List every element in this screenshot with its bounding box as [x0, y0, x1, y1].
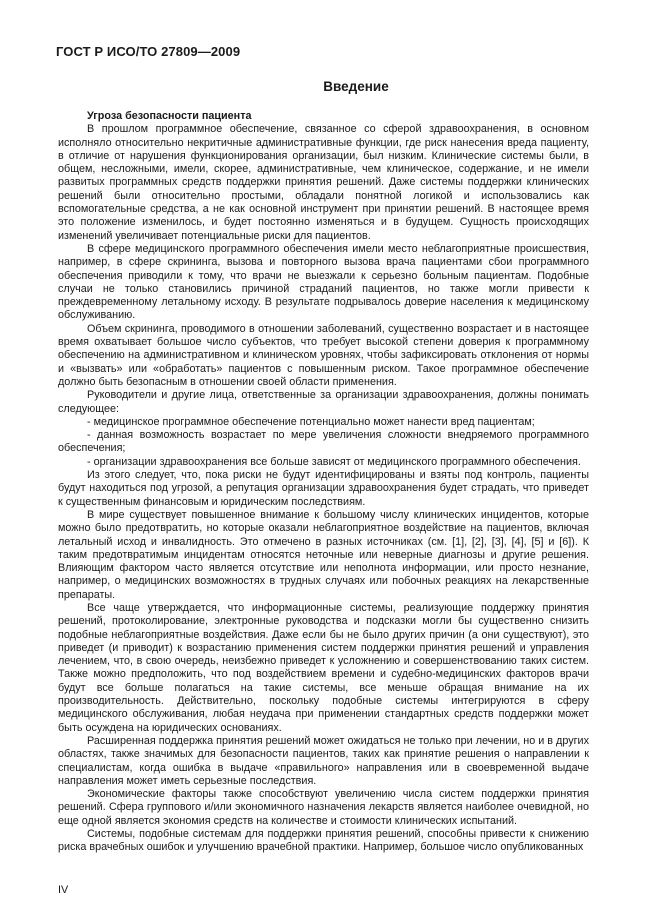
list-item: - медицинское программное обеспечение потенциально может нанести вред пациентам;: [87, 415, 535, 428]
list-item: - организации здравоохранения все больше зависят от медицинского программного обеспечения.: [87, 455, 581, 468]
paragraph: Экономические факторы также способствуют увеличению числа систем поддержки принятия решений. Сфера группового и/или экономичного назначения лекарств является наиболее очевидной, но еще одной является экономия средств на количестве и стоимости клинических испытаний.: [58, 788, 589, 827]
paragraph: Из этого следует, что, пока риски не будут идентифицированы и взяты под контроль, пациенты будут находиться под угрозой, а репутация организации здравоохранения будет страдать, что приведет к существенным финансовым и юридическим последствиям.: [58, 469, 589, 508]
paragraph: Расширенная поддержка принятия решений может ожидаться не только при лечении, но и в других областях, также значимых для безопасности пациентов, таких как принятие решения о направлении к специалистам, когда ошибка в выдаче «правильного» направления или в своевременной выдаче направления может иметь серьезные последствия.: [58, 734, 589, 787]
paragraph: Объем скрининга, проводимого в отношении заболеваний, существенно возрастает и в настоящее время охватывает большое число субъектов, что требует высокой степени доверия к программному обеспечению на административном и клиническом уровнях, чтобы зафиксировать отклонения от нормы и «вызвать» или «обработать» пациентов с повышенным риском. Такое программное обеспечение должно быть безопасным в отношении своей области применения.: [58, 322, 589, 388]
section-title-text: Введение: [323, 79, 389, 94]
document-header: ГОСТ Р ИСО/ТО 27809—2009: [56, 44, 241, 59]
paragraph: В сфере медицинского программного обеспечения имели место неблагоприятные происшествия, например, в сфере скрининга, вызова и повторного вызова врача пациентами сбои программного обеспечения приводили к тому, что врачи не выезжали к серьезно больным пациентам. Подобные случаи не только становились причиной страданий пациентов, но также могли привести к преждевременному летальному исходу. В результате подрывалось доверие населения к медицинскому обслуживанию.: [58, 242, 589, 322]
body-text: [58, 110, 589, 855]
paragraph: В прошлом программное обеспечение, связанное со сферой здравоохранения, в основном исполняло относительно некритичные административные функции, где риск нанесения вреда пациенту, в отличие от нарушения функционирования организации, был низким. Клинические системы были, в общем, несложными, имели, скорее, административные, чем клиническое, содержание, и не имели развитых программных средств поддержки принятия решений. Даже системы поддержки клинических решений были относительно простыми, обладали понятной логикой и использовались как вспомогательные средства, а не как основной инструмент при принятии решений. В настоящее время это положение изменилось, и будет постоянно изменяться и в будущем. Сущность происходящих изменений увеличивает потенциальные риски для пациентов.: [58, 123, 589, 242]
paragraph: Все чаще утверждается, что информационные системы, реализующие поддержку принятия решений, протоколирование, электронные руководства и подсказки могли бы существенно снизить подобные неблагоприятные воздействия. Даже если бы не было других причин (а они существуют), это приведет (и приводит) к возрастанию применения систем поддержки принятия решений и управления лечением, что, в свою очередь, неизбежно приведет к усложнению и совершенствованию таких систем. Также можно предположить, что под воздействием времени и судебно-медицинских факторов врачи будут все больше полагаться на такие системы, все меньше обращая внимание на их производительность. Действительно, поскольку подобные системы интегрируются в сферу медицинского обслуживания, любая неудача при применении стандартных средств поддержки может быть осуждена на юридических основаниях.: [58, 601, 589, 734]
section-title: [0, 79, 646, 94]
list-item: - данная возможность возрастает по мере увеличения сложности внедряемого программного обеспечения;: [58, 429, 589, 455]
paragraph: Руководители и другие лица, ответственные за организации здравоохранения, должны понимать следующее:: [58, 389, 589, 415]
subsection-heading: Угроза безопасности пациента: [87, 110, 252, 122]
paragraph: В мире существует повышенное внимание к большому числу клинических инцидентов, которые можно было предотвратить, но которые оказали неблагоприятное воздействие на пациентов, включая летальный исход и инвалидность. Это отмечено в разных источниках (см. [1], [2], [3], [4], [5] и [6]). К таким предотвратимым инцидентам относятся неточные или неверные диагнозы и другие решения. Влияющим фактором часто является отсутствие или неполнота информации, или просто незнание, например, о медицинских возможностях в трудных случаях или побочных реакциях на лекарственные препараты.: [58, 508, 589, 601]
paragraph: Системы, подобные системам для поддержки принятия решений, способны привести к снижению риска врачебных ошибок и улучшению врачебной практики. Например, большое число опубликованных: [58, 828, 589, 854]
page-number: IV: [58, 884, 69, 896]
